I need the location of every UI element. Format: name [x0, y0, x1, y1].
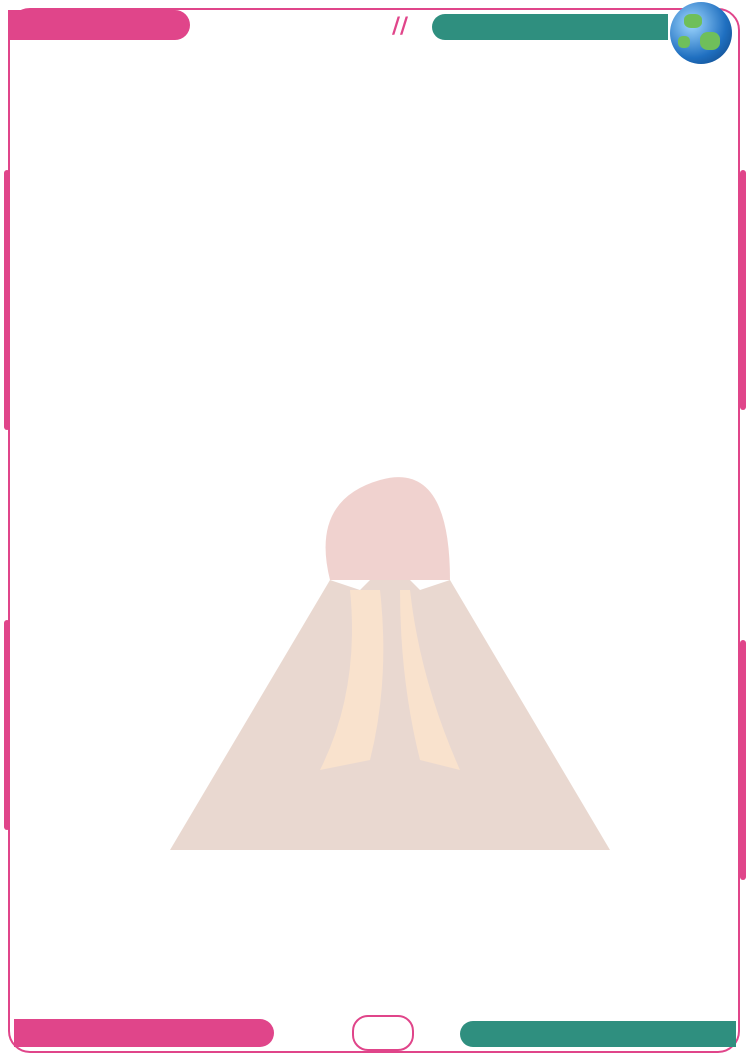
page-header [0, 0, 750, 64]
side-rail [740, 170, 746, 410]
side-rail [4, 620, 10, 830]
side-rail [4, 170, 10, 430]
grade-banner [432, 14, 668, 40]
divider-slashes: // [392, 14, 409, 39]
side-rail [740, 640, 746, 880]
phone-number [14, 1019, 274, 1047]
volcano-watermark-icon [150, 440, 630, 860]
page-footer [0, 1013, 750, 1053]
author-name [460, 1021, 736, 1047]
subject-banner [8, 10, 190, 40]
globe-icon [670, 2, 732, 64]
page-number [352, 1015, 414, 1051]
brand-logo [214, 4, 384, 56]
